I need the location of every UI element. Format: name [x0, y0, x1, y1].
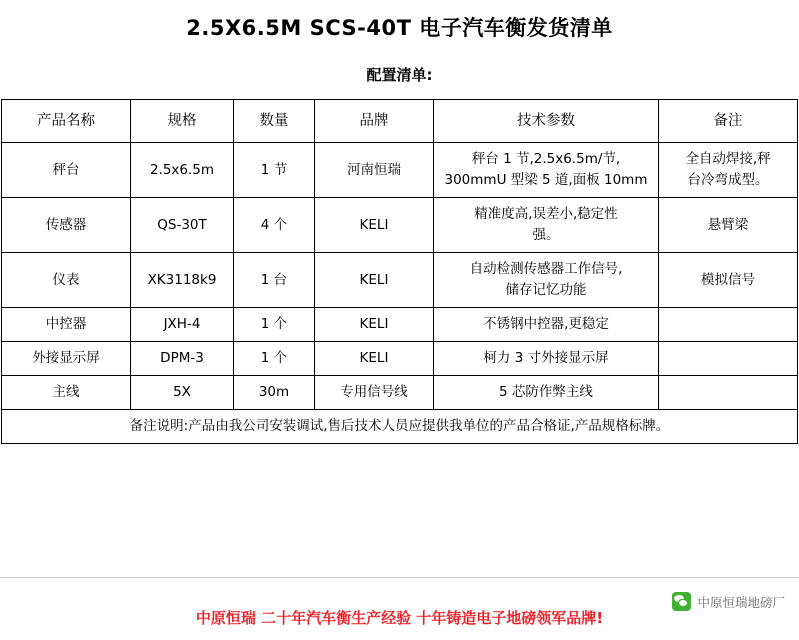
footer-slogan: 中原恒瑞 二十年汽车衡生产经验 十年铸造电子地磅领军品牌!: [195, 609, 604, 627]
document-page: [0, 12, 799, 640]
cell-spec: 5X: [131, 375, 234, 409]
remark-line: 全自动焊接,秤: [685, 151, 771, 168]
table-row: [2, 308, 798, 342]
cell-tech-params: [434, 253, 659, 308]
table-header-row: [2, 100, 798, 143]
specification-table: [1, 99, 798, 444]
cell-brand: 河南恒瑞: [315, 143, 434, 198]
cell-tech-params: 不锈钢中控器,更稳定: [434, 308, 659, 342]
table-row: [2, 143, 798, 198]
cell-product-name: 传感器: [2, 198, 131, 253]
table-row: [2, 341, 798, 375]
cell-brand: KELI: [315, 341, 434, 375]
cell-spec: DPM-3: [131, 341, 234, 375]
cell-remark: 悬臂梁: [659, 198, 798, 253]
tech-line: 自动检测传感器工作信号,: [469, 261, 623, 278]
wechat-icon: [672, 592, 691, 611]
cell-spec: JXH-4: [131, 308, 234, 342]
column-header-spec: 规格: [131, 100, 234, 143]
cell-remark: [659, 143, 798, 198]
cell-quantity: 1 个: [234, 308, 315, 342]
cell-brand: KELI: [315, 308, 434, 342]
note-text: 备注说明:产品由我公司安装调试,售后技术人员应提供我单位的产品合格证,产品规格标牌。: [2, 409, 798, 443]
column-header-remark: 备注: [659, 100, 798, 143]
footer-banner: [0, 577, 799, 640]
column-header-tech-params: 技术参数: [434, 100, 659, 143]
cell-tech-params: 5 芯防作弊主线: [434, 375, 659, 409]
config-list-subtitle: 配置清单:: [366, 66, 433, 84]
cell-remark: 模拟信号: [659, 253, 798, 308]
tech-line: 300mmU 型梁 5 道,面板 10mm: [444, 172, 648, 189]
column-header-quantity: 数量: [234, 100, 315, 143]
cell-product-name: 中控器: [2, 308, 131, 342]
cell-spec: XK3118k9: [131, 253, 234, 308]
cell-brand: KELI: [315, 253, 434, 308]
table-row: [2, 198, 798, 253]
table-row: [2, 253, 798, 308]
table-row: [2, 375, 798, 409]
cell-product-name: 秤台: [2, 143, 131, 198]
cell-remark: [659, 375, 798, 409]
cell-brand: KELI: [315, 198, 434, 253]
cell-spec: 2.5x6.5m: [131, 143, 234, 198]
cell-spec: QS-30T: [131, 198, 234, 253]
table-note-row: [2, 409, 798, 443]
column-header-product-name: 产品名称: [2, 100, 131, 143]
cell-quantity: 1 节: [234, 143, 315, 198]
cell-product-name: 仪表: [2, 253, 131, 308]
cell-tech-params: [434, 198, 659, 253]
page-title: 2.5X6.5M SCS-40T 电子汽车衡发货清单: [186, 16, 613, 40]
cell-quantity: 30m: [234, 375, 315, 409]
column-header-brand: 品牌: [315, 100, 434, 143]
cell-quantity: 1 个: [234, 341, 315, 375]
wechat-account-name: 中原恒瑞地磅厂: [697, 594, 785, 610]
cell-remark: [659, 341, 798, 375]
wechat-account-block[interactable]: [672, 592, 785, 611]
remark-line: 台冷弯成型。: [687, 172, 769, 189]
tech-line: 精准度高,误差小,稳定性: [474, 206, 618, 223]
cell-brand: 专用信号线: [315, 375, 434, 409]
cell-quantity: 1 台: [234, 253, 315, 308]
cell-tech-params: 柯力 3 寸外接显示屏: [434, 341, 659, 375]
cell-product-name: 主线: [2, 375, 131, 409]
cell-remark: [659, 308, 798, 342]
tech-line: 强。: [532, 227, 560, 244]
tech-line: 秤台 1 节,2.5x6.5m/节,: [471, 151, 621, 168]
tech-line: 储存记忆功能: [505, 282, 587, 299]
cell-quantity: 4 个: [234, 198, 315, 253]
cell-product-name: 外接显示屏: [2, 341, 131, 375]
cell-tech-params: [434, 143, 659, 198]
